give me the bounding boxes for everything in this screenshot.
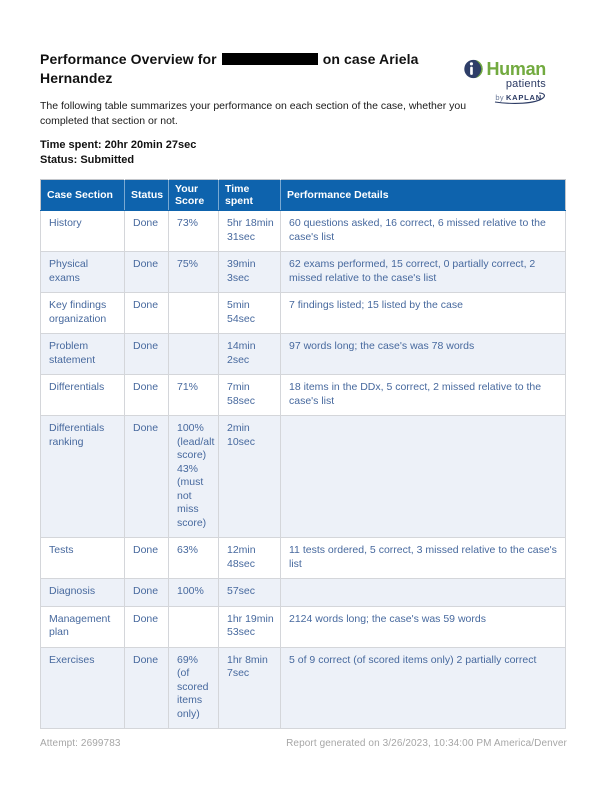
- cell-section: Problem statement: [41, 334, 125, 375]
- cell-status: Done: [125, 647, 169, 729]
- logo-patients-text: patients: [505, 78, 546, 90]
- cell-time: 12min 48sec: [219, 538, 281, 579]
- redacted-student-name: [222, 53, 318, 65]
- attempt-number: Attempt: 2699783: [40, 738, 121, 749]
- cell-section: Management plan: [41, 606, 125, 647]
- ihuman-logo: [454, 58, 546, 102]
- cell-details: 62 exams performed, 15 correct, 0 partially correct, 2 missed relative to the case's list: [281, 252, 566, 293]
- page-title: [40, 50, 460, 88]
- cell-section: Physical exams: [41, 252, 125, 293]
- cell-time: 14min 2sec: [219, 334, 281, 375]
- cell-score: 71%: [169, 375, 219, 416]
- kaplan-swoosh-icon: [491, 89, 549, 105]
- table-header: [41, 180, 566, 211]
- logo-human-text: Human: [486, 58, 546, 79]
- cell-score: [169, 606, 219, 647]
- table-row: [41, 375, 566, 416]
- cell-status: Done: [125, 606, 169, 647]
- table-row: [41, 579, 566, 607]
- header-time-spent: Time spent: [219, 180, 281, 211]
- cell-section: Exercises: [41, 647, 125, 729]
- logo-kaplan-text: [506, 93, 546, 102]
- header-status: Status: [125, 180, 169, 211]
- cell-score: 63%: [169, 538, 219, 579]
- cell-score: 75%: [169, 252, 219, 293]
- report-generated-timestamp: Report generated on 3/26/2023, 10:34:00 PM America/Denver: [286, 738, 567, 749]
- cell-time: 5hr 18min 31sec: [219, 211, 281, 252]
- cell-details: [281, 579, 566, 607]
- table-row: [41, 252, 566, 293]
- cell-status: Done: [125, 416, 169, 538]
- logo-brand-row: [454, 58, 546, 80]
- cell-score: [169, 293, 219, 334]
- status-line: Status: Submitted: [40, 154, 135, 166]
- cell-status: Done: [125, 375, 169, 416]
- cell-section: Differentials ranking: [41, 416, 125, 538]
- cell-section: Key findings organization: [41, 293, 125, 334]
- cell-status: Done: [125, 579, 169, 607]
- cell-section: Tests: [41, 538, 125, 579]
- table-header-row: [41, 180, 566, 211]
- cell-details: 97 words long; the case's was 78 words: [281, 334, 566, 375]
- logo-by-text: by: [495, 93, 504, 102]
- cell-details: 2124 words long; the case's was 59 words: [281, 606, 566, 647]
- performance-table: [40, 179, 566, 729]
- title-suffix: on case Ariela Hernandez: [40, 51, 419, 86]
- cell-status: Done: [125, 252, 169, 293]
- cell-time: 1hr 19min 53sec: [219, 606, 281, 647]
- cell-details: 5 of 9 correct (of scored items only) 2 partially correct: [281, 647, 566, 729]
- cell-time: 5min 54sec: [219, 293, 281, 334]
- table-row: [41, 606, 566, 647]
- header-your-score: Your Score: [169, 180, 219, 211]
- cell-section: Diagnosis: [41, 579, 125, 607]
- summary-block: [40, 138, 565, 168]
- report-footer: [40, 738, 567, 749]
- cell-score: [169, 334, 219, 375]
- cell-details: 18 items in the DDx, 5 correct, 2 missed relative to the case's list: [281, 375, 566, 416]
- table-row: [41, 211, 566, 252]
- title-prefix: Performance Overview for: [40, 51, 217, 67]
- table-row: [41, 334, 566, 375]
- logo-byline: [454, 93, 546, 102]
- cell-time: 2min 10sec: [219, 416, 281, 538]
- cell-details: 11 tests ordered, 5 correct, 3 missed relative to the case's list: [281, 538, 566, 579]
- ihuman-globe-icon: [463, 58, 485, 80]
- cell-score: 69% (of scored items only): [169, 647, 219, 729]
- cell-details: 60 questions asked, 16 correct, 6 missed relative to the case's list: [281, 211, 566, 252]
- cell-details: [281, 416, 566, 538]
- cell-status: Done: [125, 538, 169, 579]
- cell-time: 1hr 8min 7sec: [219, 647, 281, 729]
- cell-score: 100% (lead/alt score) 43% (must not miss score): [169, 416, 219, 538]
- cell-status: Done: [125, 334, 169, 375]
- time-spent-line: Time spent: 20hr 20min 27sec: [40, 139, 197, 151]
- cell-section: Differentials: [41, 375, 125, 416]
- cell-time: 39min 3sec: [219, 252, 281, 293]
- cell-score: 73%: [169, 211, 219, 252]
- table-body: [41, 211, 566, 729]
- table-row: [41, 293, 566, 334]
- cell-section: History: [41, 211, 125, 252]
- intro-paragraph: The following table summarizes your performance on each section of the case, whether you completed that section or not.: [40, 100, 467, 127]
- cell-status: Done: [125, 293, 169, 334]
- header-case-section: Case Section: [41, 180, 125, 211]
- table-row: [41, 538, 566, 579]
- cell-score: 100%: [169, 579, 219, 607]
- table-row: [41, 647, 566, 729]
- cell-time: 7min 58sec: [219, 375, 281, 416]
- header-performance-details: Performance Details: [281, 180, 566, 211]
- cell-status: Done: [125, 211, 169, 252]
- table-row: [41, 416, 566, 538]
- cell-time: 57sec: [219, 579, 281, 607]
- logo-kaplan-label: KAPLAN: [505, 93, 542, 102]
- cell-details: 7 findings listed; 15 listed by the case: [281, 293, 566, 334]
